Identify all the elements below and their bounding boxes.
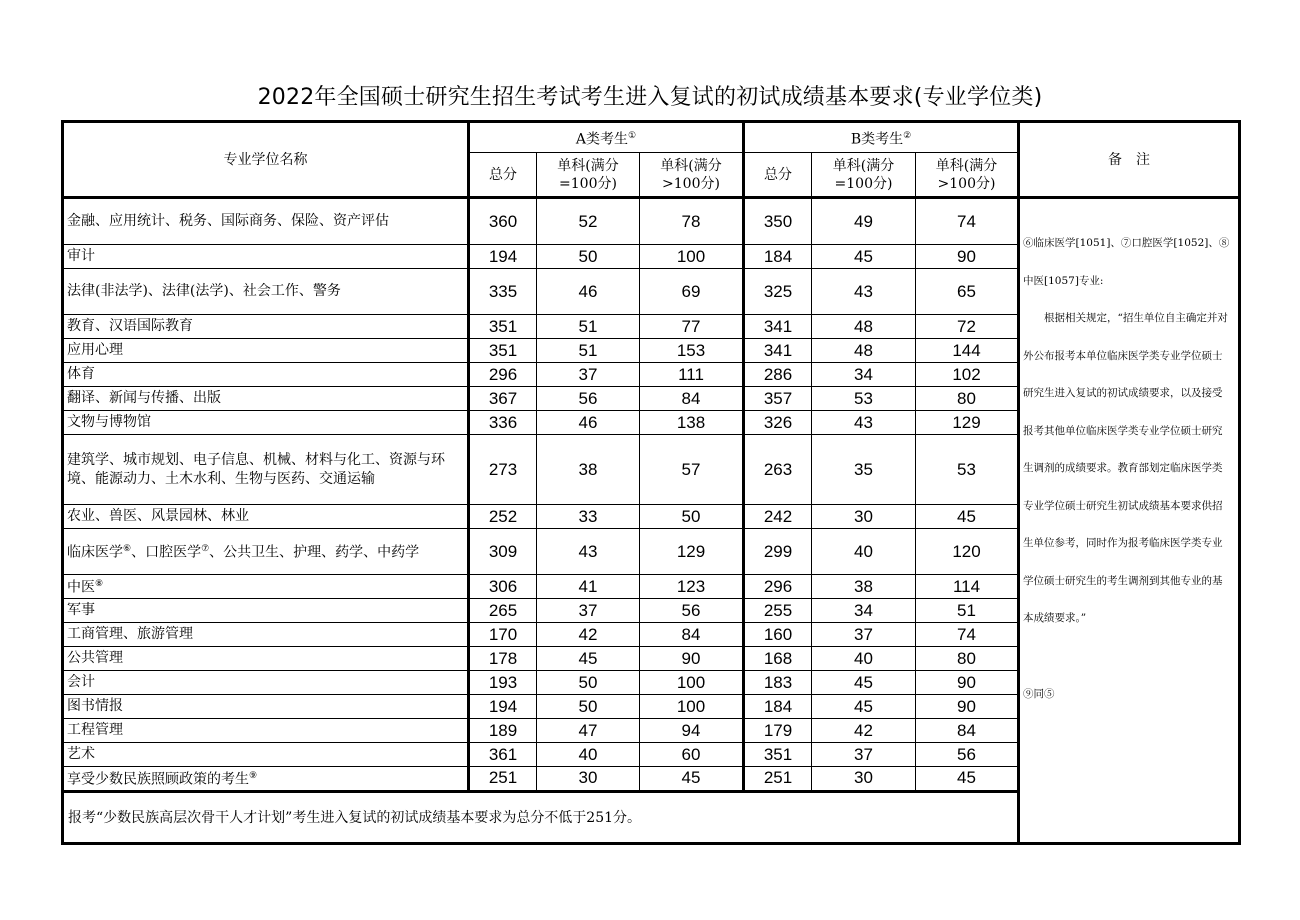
cell-b-sgt: 80 bbox=[916, 647, 1019, 671]
cell-a-total: 265 bbox=[469, 599, 537, 623]
footer-note: 报考“少数民族高层次骨干人才计划”考生进入复试的初试成绩基本要求为总分不低于251分。 bbox=[63, 791, 1019, 843]
cell-a-sgt: 60 bbox=[640, 743, 744, 767]
row-name: 公共管理 bbox=[63, 647, 469, 671]
cell-a-s100: 46 bbox=[537, 411, 640, 435]
remarks-paragraph: ⑥临床医学[1051]、⑦口腔医学[1052]、⑧中医[1057]专业: bbox=[1023, 237, 1230, 287]
cell-a-sgt: 100 bbox=[640, 245, 744, 269]
cell-a-sgt: 77 bbox=[640, 315, 744, 339]
cell-b-sgt: 84 bbox=[916, 719, 1019, 743]
cell-a-sgt: 153 bbox=[640, 339, 744, 363]
cell-a-total: 306 bbox=[469, 575, 537, 599]
cell-b-total: 179 bbox=[744, 719, 812, 743]
cell-a-s100: 56 bbox=[537, 387, 640, 411]
cell-b-s100: 45 bbox=[812, 671, 916, 695]
cell-a-s100: 38 bbox=[537, 435, 640, 505]
table-row bbox=[63, 198, 1240, 245]
cell-a-s100: 52 bbox=[537, 198, 640, 245]
row-name: 图书情报 bbox=[63, 695, 469, 719]
cell-a-sgt: 45 bbox=[640, 767, 744, 792]
row-name: 文物与博物馆 bbox=[63, 411, 469, 435]
cell-a-s100: 46 bbox=[537, 269, 640, 315]
cell-a-total: 335 bbox=[469, 269, 537, 315]
row-name: 翻译、新闻与传播、出版 bbox=[63, 387, 469, 411]
remarks-cell bbox=[1019, 198, 1240, 844]
cell-b-total: 184 bbox=[744, 245, 812, 269]
cell-b-sgt: 45 bbox=[916, 505, 1019, 529]
cell-b-total: 263 bbox=[744, 435, 812, 505]
cell-b-total: 299 bbox=[744, 529, 812, 575]
row-name: 中医⑧ bbox=[63, 575, 469, 599]
cell-a-total: 361 bbox=[469, 743, 537, 767]
cell-b-s100: 42 bbox=[812, 719, 916, 743]
row-name: 应用心理 bbox=[63, 339, 469, 363]
cell-b-total: 350 bbox=[744, 198, 812, 245]
cell-a-sgt: 138 bbox=[640, 411, 744, 435]
cell-a-s100: 37 bbox=[537, 363, 640, 387]
cell-a-s100: 51 bbox=[537, 315, 640, 339]
cell-a-s100: 43 bbox=[537, 529, 640, 575]
cell-b-s100: 49 bbox=[812, 198, 916, 245]
cell-a-total: 273 bbox=[469, 435, 537, 505]
cell-b-sgt: 144 bbox=[916, 339, 1019, 363]
cell-a-sgt: 84 bbox=[640, 387, 744, 411]
cell-b-s100: 45 bbox=[812, 695, 916, 719]
cell-b-s100: 40 bbox=[812, 647, 916, 671]
header-group-b: B类考生② bbox=[744, 122, 1019, 153]
cell-b-s100: 43 bbox=[812, 411, 916, 435]
cell-b-total: 341 bbox=[744, 315, 812, 339]
row-name: 体育 bbox=[63, 363, 469, 387]
cell-b-s100: 38 bbox=[812, 575, 916, 599]
cell-b-sgt: 72 bbox=[916, 315, 1019, 339]
cell-b-s100: 30 bbox=[812, 767, 916, 792]
cell-a-sgt: 123 bbox=[640, 575, 744, 599]
cell-a-sgt: 56 bbox=[640, 599, 744, 623]
cell-a-s100: 51 bbox=[537, 339, 640, 363]
cell-a-sgt: 100 bbox=[640, 671, 744, 695]
cell-b-s100: 35 bbox=[812, 435, 916, 505]
cell-a-sgt: 111 bbox=[640, 363, 744, 387]
cell-b-sgt: 51 bbox=[916, 599, 1019, 623]
cell-a-sgt: 69 bbox=[640, 269, 744, 315]
cell-b-total: 286 bbox=[744, 363, 812, 387]
cell-b-total: 168 bbox=[744, 647, 812, 671]
cell-b-sgt: 65 bbox=[916, 269, 1019, 315]
cell-a-total: 193 bbox=[469, 671, 537, 695]
header-b-single-gt100: 单科(满分 >100分) bbox=[916, 153, 1019, 198]
cell-b-sgt: 90 bbox=[916, 245, 1019, 269]
cell-b-total: 242 bbox=[744, 505, 812, 529]
cell-b-s100: 48 bbox=[812, 315, 916, 339]
cell-b-total: 357 bbox=[744, 387, 812, 411]
cell-a-total: 178 bbox=[469, 647, 537, 671]
cell-b-total: 184 bbox=[744, 695, 812, 719]
cell-a-s100: 45 bbox=[537, 647, 640, 671]
row-name: 会计 bbox=[63, 671, 469, 695]
cell-b-sgt: 102 bbox=[916, 363, 1019, 387]
cell-a-s100: 41 bbox=[537, 575, 640, 599]
cell-b-sgt: 90 bbox=[916, 671, 1019, 695]
cell-b-s100: 48 bbox=[812, 339, 916, 363]
header-group-a: A类考生① bbox=[469, 122, 744, 153]
cell-a-sgt: 94 bbox=[640, 719, 744, 743]
cell-b-total: 351 bbox=[744, 743, 812, 767]
cell-b-total: 296 bbox=[744, 575, 812, 599]
cell-a-total: 194 bbox=[469, 245, 537, 269]
cell-a-total: 189 bbox=[469, 719, 537, 743]
cell-b-sgt: 45 bbox=[916, 767, 1019, 792]
cell-b-total: 326 bbox=[744, 411, 812, 435]
cell-a-s100: 50 bbox=[537, 695, 640, 719]
header-b-total: 总分 bbox=[744, 153, 812, 198]
cell-a-total: 252 bbox=[469, 505, 537, 529]
cell-b-total: 251 bbox=[744, 767, 812, 792]
cell-b-s100: 40 bbox=[812, 529, 916, 575]
row-name: 教育、汉语国际教育 bbox=[63, 315, 469, 339]
row-name: 审计 bbox=[63, 245, 469, 269]
cell-a-total: 351 bbox=[469, 315, 537, 339]
cell-b-sgt: 80 bbox=[916, 387, 1019, 411]
cell-a-sgt: 84 bbox=[640, 623, 744, 647]
cell-a-sgt: 129 bbox=[640, 529, 744, 575]
row-name: 工程管理 bbox=[63, 719, 469, 743]
cell-a-sgt: 78 bbox=[640, 198, 744, 245]
cell-a-s100: 33 bbox=[537, 505, 640, 529]
cell-a-sgt: 100 bbox=[640, 695, 744, 719]
cell-a-sgt: 50 bbox=[640, 505, 744, 529]
cell-b-total: 255 bbox=[744, 599, 812, 623]
cell-b-sgt: 74 bbox=[916, 623, 1019, 647]
cell-b-sgt: 114 bbox=[916, 575, 1019, 599]
remarks-paragraph: 根据相关规定，“招生单位自主确定并对外公布报考本单位临床医学类专业学位硕士研究生进入复试的初试成绩要求，以及接受报考其他单位临床医学类专业学位硕士研究生调剂的成绩要求。教育部划定临床医学类专业学位硕士研究生初试成绩基本要求供招生单位参考，同时作为报考临床医学类专业学位硕士研究生的考生调剂到其他专业的基本成绩要求。” bbox=[1023, 312, 1228, 624]
cell-b-s100: 34 bbox=[812, 363, 916, 387]
row-name: 享受少数民族照顾政策的考生⑨ bbox=[63, 767, 469, 792]
cell-a-s100: 47 bbox=[537, 719, 640, 743]
header-a-single-100: 单科(满分 =100分) bbox=[537, 153, 640, 198]
cell-b-sgt: 120 bbox=[916, 529, 1019, 575]
cell-a-total: 367 bbox=[469, 387, 537, 411]
cell-a-total: 251 bbox=[469, 767, 537, 792]
row-name: 军事 bbox=[63, 599, 469, 623]
cell-b-total: 325 bbox=[744, 269, 812, 315]
cell-b-sgt: 74 bbox=[916, 198, 1019, 245]
cell-b-sgt: 53 bbox=[916, 435, 1019, 505]
cell-a-s100: 40 bbox=[537, 743, 640, 767]
cell-a-sgt: 90 bbox=[640, 647, 744, 671]
row-name: 临床医学⑥、口腔医学⑦、公共卫生、护理、药学、中药学 bbox=[63, 529, 469, 575]
header-a-total: 总分 bbox=[469, 153, 537, 198]
cell-b-total: 183 bbox=[744, 671, 812, 695]
cell-b-s100: 30 bbox=[812, 505, 916, 529]
cell-a-s100: 50 bbox=[537, 671, 640, 695]
row-name: 工商管理、旅游管理 bbox=[63, 623, 469, 647]
cell-b-s100: 37 bbox=[812, 623, 916, 647]
header-b-single-100: 单科(满分 =100分) bbox=[812, 153, 916, 198]
row-name: 艺术 bbox=[63, 743, 469, 767]
row-name: 建筑学、城市规划、电子信息、机械、材料与化工、资源与环境、能源动力、土木水利、生物与医药、交通运输 bbox=[63, 435, 469, 505]
row-name: 农业、兽医、风景园林、林业 bbox=[63, 505, 469, 529]
cell-a-total: 360 bbox=[469, 198, 537, 245]
cell-a-s100: 42 bbox=[537, 623, 640, 647]
cell-a-s100: 37 bbox=[537, 599, 640, 623]
cell-b-sgt: 90 bbox=[916, 695, 1019, 719]
cell-b-s100: 34 bbox=[812, 599, 916, 623]
header-name-col: 专业学位名称 bbox=[63, 122, 469, 198]
cell-b-sgt: 129 bbox=[916, 411, 1019, 435]
cell-b-total: 341 bbox=[744, 339, 812, 363]
cell-a-s100: 50 bbox=[537, 245, 640, 269]
remarks-paragraph: ⑨同⑤ bbox=[1023, 687, 1055, 700]
cell-b-sgt: 56 bbox=[916, 743, 1019, 767]
row-name: 金融、应用统计、税务、国际商务、保险、资产评估 bbox=[63, 198, 469, 245]
cell-a-total: 296 bbox=[469, 363, 537, 387]
cell-a-total: 351 bbox=[469, 339, 537, 363]
cell-a-total: 194 bbox=[469, 695, 537, 719]
score-table bbox=[61, 120, 1241, 845]
cell-b-s100: 43 bbox=[812, 269, 916, 315]
header-remarks: 备 注 bbox=[1019, 122, 1240, 198]
cell-a-total: 309 bbox=[469, 529, 537, 575]
cell-b-total: 160 bbox=[744, 623, 812, 647]
cell-a-s100: 30 bbox=[537, 767, 640, 792]
cell-b-s100: 37 bbox=[812, 743, 916, 767]
row-name: 法律(非法学)、法律(法学)、社会工作、警务 bbox=[63, 269, 469, 315]
cell-a-total: 336 bbox=[469, 411, 537, 435]
cell-b-s100: 53 bbox=[812, 387, 916, 411]
cell-a-total: 170 bbox=[469, 623, 537, 647]
header-a-single-gt100: 单科(满分 >100分) bbox=[640, 153, 744, 198]
page-title: 2022年全国硕士研究生招生考试考生进入复试的初试成绩基本要求(专业学位类) bbox=[257, 85, 1043, 110]
cell-a-sgt: 57 bbox=[640, 435, 744, 505]
cell-b-s100: 45 bbox=[812, 245, 916, 269]
